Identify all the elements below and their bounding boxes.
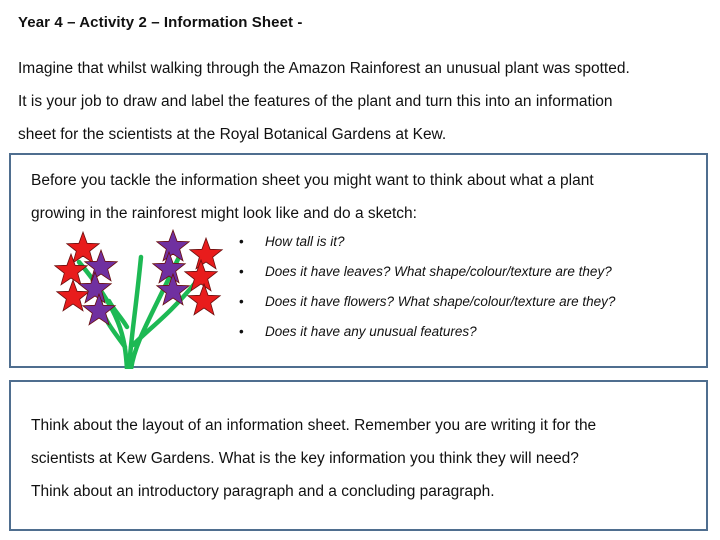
sketch-prompt-box (9, 153, 708, 368)
question-item (239, 263, 615, 293)
layout-prompt-text (31, 409, 596, 508)
intro-text (18, 52, 708, 151)
question-text: Does it have flowers? What shape/colour/texture are they? (265, 294, 616, 309)
layout-prompt-line: Think about an introductory paragraph and a concluding paragraph. (31, 483, 495, 500)
page-title: Year 4 – Activity 2 – Information Sheet - (18, 14, 303, 31)
layout-prompt-line: scientists at Kew Gardens. What is the key information you think they will need? (31, 450, 579, 467)
bullet-icon: • (239, 234, 244, 249)
bullet-icon: • (239, 294, 244, 309)
question-text: Does it have any unusual features? (265, 324, 477, 339)
red-star-flower (55, 254, 87, 285)
layout-prompt-line: Think about the layout of an information sheet. Remember you are writing it for the (31, 417, 597, 434)
purple-star-flower (157, 230, 189, 261)
question-item (239, 323, 615, 353)
question-item (239, 293, 615, 323)
red-star-flower (190, 238, 222, 269)
layout-prompt-box (9, 380, 708, 531)
sketch-prompt-line: growing in the rainforest might look like and do a sketch: (31, 205, 417, 222)
intro-line: Imagine that whilst walking through the Amazon Rainforest an unusual plant was spotted. (18, 60, 630, 77)
question-item (239, 233, 615, 263)
intro-line: sheet for the scientists at the Royal Botanical Gardens at Kew. (18, 126, 447, 143)
rainforest-plant-illustration (51, 227, 227, 369)
bullet-icon: • (239, 264, 244, 279)
question-text: Does it have leaves? What shape/colour/texture are they? (265, 264, 612, 279)
intro-line: It is your job to draw and label the features of the plant and turn this into an information (18, 93, 613, 110)
bullet-icon: • (239, 324, 244, 339)
question-text: How tall is it? (265, 234, 345, 249)
sketch-prompt-text (31, 164, 594, 230)
sketch-questions-list (239, 233, 615, 353)
sketch-prompt-line: Before you tackle the information sheet you might want to think about what a plant (31, 172, 594, 189)
